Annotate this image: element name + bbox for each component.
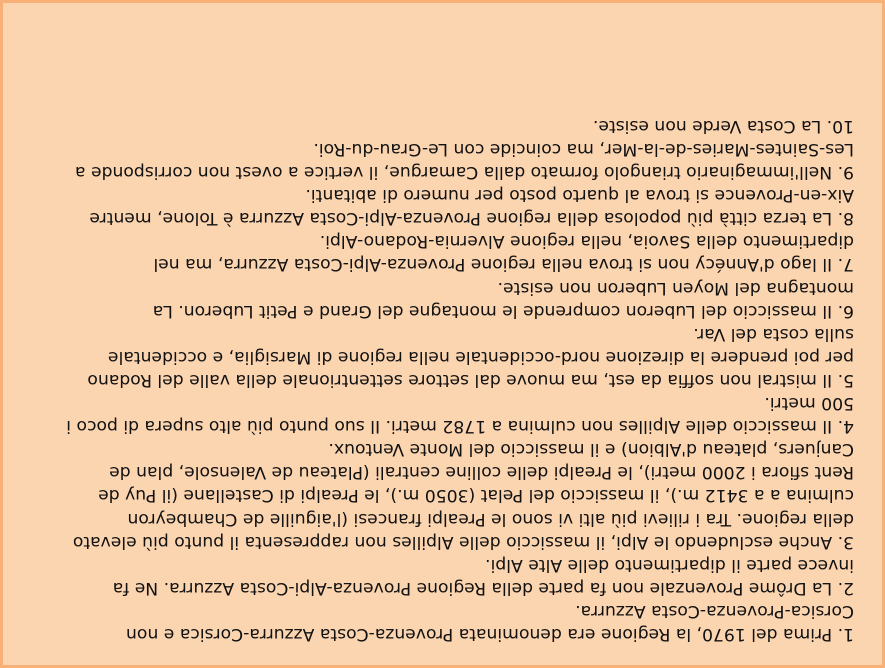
text-line: sulla costa del Var. <box>693 323 854 344</box>
text-line: 6. Il massiccio del Luberon comprende le montagne del Grand e Petit Luberon. La <box>152 300 854 321</box>
text-line: 1. Prima del 1970, la Regione era denominata Provenza-Costa Azzurra-Corsica e non <box>126 624 854 644</box>
answer-text <box>24 114 854 645</box>
text-line: 9. Nell'immaginario triangolo formato dalla Camargue, il vertice a ovest non corrisponde a <box>74 162 854 183</box>
text-line: Corsica-Provenza-Costa Azzurra. <box>575 600 854 621</box>
text-line: Aix-en-Provence si trova al quarto posto per numero di abitanti. <box>305 185 854 206</box>
text-line: 5. Il mistral non soffia da est, ma muove dal settore settentrionale della valle del Rodano <box>87 369 854 390</box>
text-line: 7. Il lago d'Annécy non si trova nella regione Provenza-Alpi-Costa Azzurra, ma nel <box>153 254 854 275</box>
text-line: 3. Anche escludendo le Alpi, il massiccio delle Alpilles non rappresenta il punto più elevato <box>72 531 854 552</box>
text-line: invece parte il dipartimento delle Alte Alpi. <box>485 554 854 575</box>
text-line: 10. La Costa Verde non esiste. <box>592 115 854 136</box>
text-line: Rent sfiora i 2000 metri), le Prealpi delle colline centrali (Plateau de Valensole, plan de <box>109 462 854 483</box>
text-line: per poi prendere la direzione nord-occidentale nella regione di Marsiglia, e occidentale <box>107 346 854 367</box>
text-line: Les-Saintes-Maries-de-la-Mer, ma coincide con Le-Grau-du-Roi. <box>313 139 854 160</box>
text-line: culmina a a 3412 m.), il massiccio del Pelat (3050 m.), le Prealpi di Castellane (il Puy de <box>98 485 854 506</box>
text-line: 8. La terza città più popolosa della regione Provenza-Alpi-Costa Azzurra è Tolone, mentre <box>89 208 854 229</box>
text-line: dipartimento della Savoia, nella regione Alvernia-Rodano-Alpi. <box>319 231 854 252</box>
text-line: 2. La Drôme Provenzale non fa parte della Regione Provenza-Alpi-Costa Azzurra. Ne fa <box>112 577 854 598</box>
text-line: Canjuers, plateau d'Albion) e il massiccio del Monte Ventoux. <box>328 439 854 460</box>
text-line: 500 metri. <box>764 393 854 414</box>
text-line: montagna del Moyen Luberon non esiste. <box>497 277 854 298</box>
text-line: della regione. Tra i rilievi più alti vi sono le Prealpi francesi (l'aiguille de Chambeyron <box>127 508 854 529</box>
text-line: 4. Il massiccio delle Alpilles non culmina a 1782 metri. Il suo punto più alto supera di poco i <box>66 416 854 437</box>
